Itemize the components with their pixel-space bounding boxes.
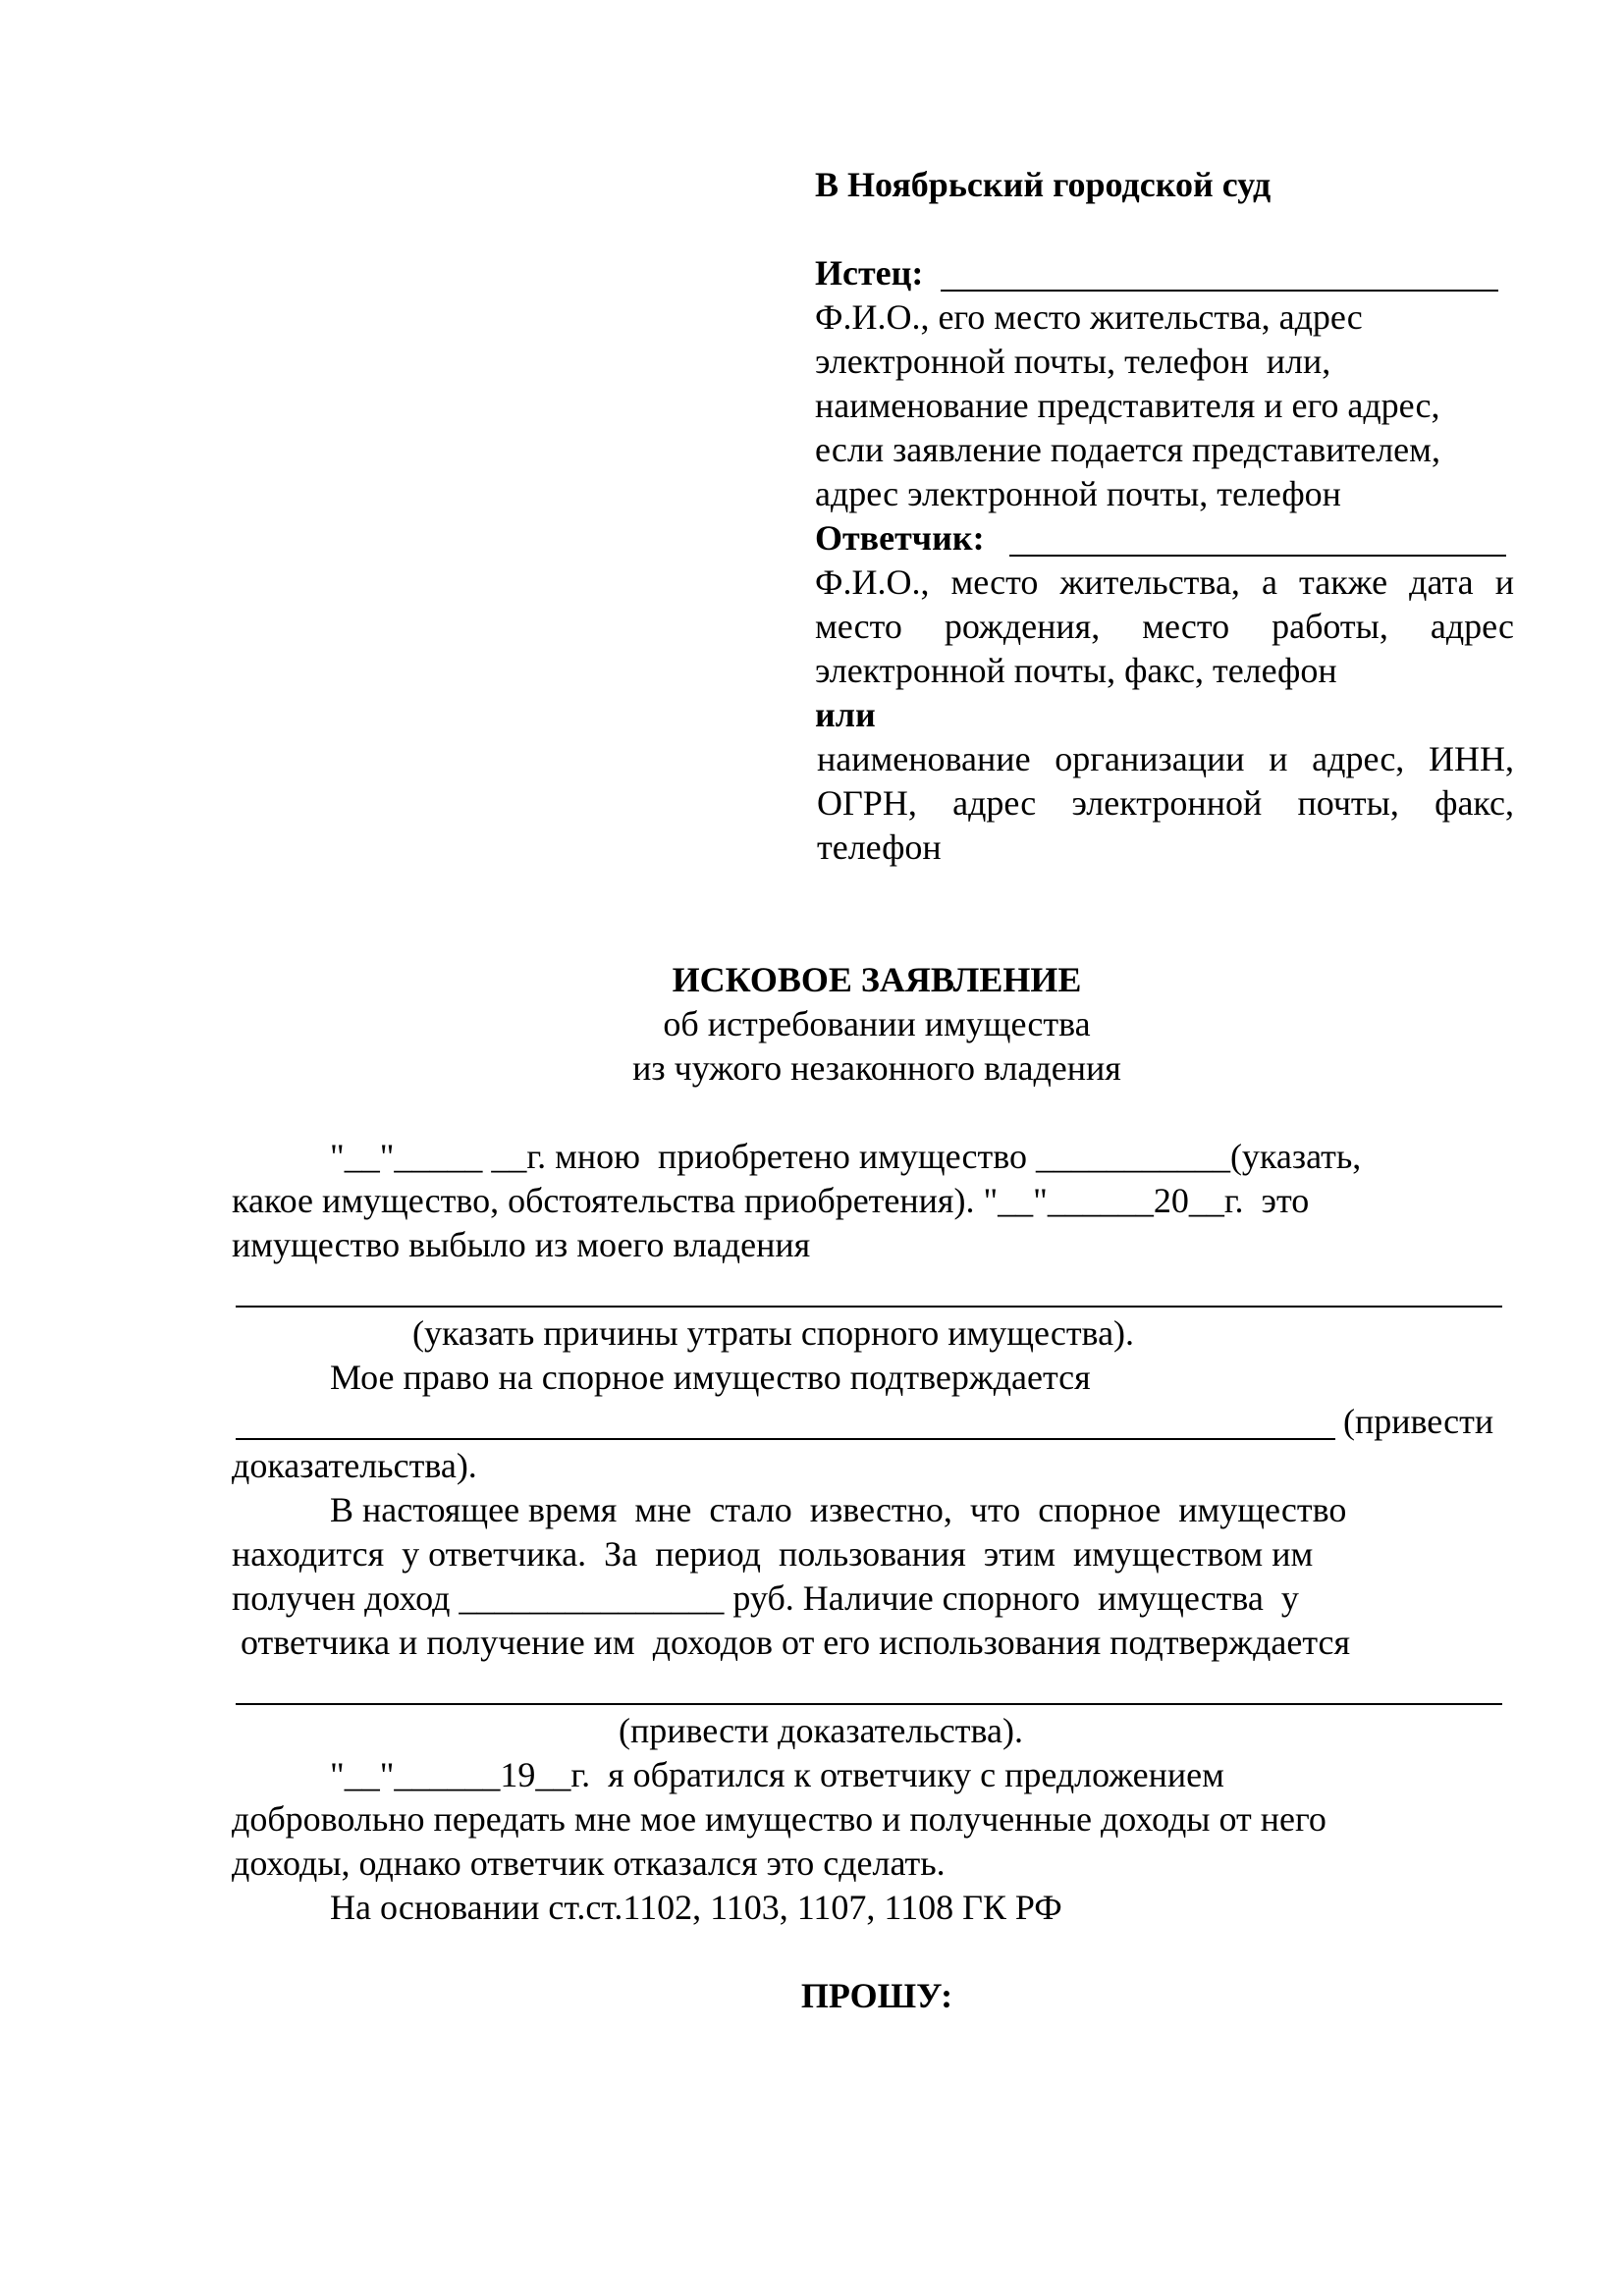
- paragraph-line: добровольно передать мне мое имущество и полученные доходы от него: [232, 1799, 1326, 1839]
- blank-line: [236, 1306, 1502, 1308]
- paragraph-line: На основании ст.ст.1102, 1103, 1107, 1108 ГК РФ: [330, 1888, 1062, 1927]
- paragraph-line: находится у ответчика. За период пользования этим имуществом им: [232, 1534, 1314, 1574]
- paragraph-line: В настоящее время мне стало известно, что спорное имущество: [330, 1490, 1347, 1529]
- paragraph-line: какое имущество, обстоятельства приобретения). "__"______20__г. это: [232, 1181, 1310, 1220]
- document-subtitle: из чужого незаконного владения: [632, 1048, 1121, 1088]
- defendant-info-line: Ф.И.О., место жительства, а также дата и: [815, 562, 1514, 602]
- paragraph-line: "__"______19__г. я обратился к ответчику с предложением: [330, 1755, 1224, 1794]
- defendant-label: Ответчик:: [815, 518, 985, 558]
- plaintiff-label: Истец:: [815, 253, 924, 293]
- paragraph-line: "__"_____ __г. мною приобретено имущество ___________(указать,: [330, 1137, 1362, 1176]
- paragraph-line: получен доход _______________ руб. Наличие спорного имущества у: [232, 1578, 1299, 1618]
- organization-info-line: ОГРН, адрес электронной почты, факс,: [817, 783, 1514, 823]
- paragraph-note: (привести доказательства).: [619, 1711, 1023, 1750]
- plaintiff-blank-line: [941, 290, 1498, 292]
- defendant-info-line: место рождения, место работы, адрес: [815, 607, 1514, 646]
- paragraph-line: (привести: [1343, 1402, 1494, 1441]
- plaintiff-info-line: электронной почты, телефон или,: [815, 342, 1331, 381]
- plaintiff-info-line: адрес электронной почты, телефон: [815, 474, 1341, 513]
- paragraph-line: Мое право на спорное имущество подтверждается: [330, 1358, 1091, 1397]
- plaintiff-info-line: если заявление подается представителем,: [815, 430, 1440, 469]
- blank-line: [236, 1438, 1335, 1440]
- document-title: ИСКОВОЕ ЗАЯВЛЕНИЕ: [672, 960, 1082, 999]
- paragraph-line: доказательства).: [232, 1446, 477, 1485]
- court-name: В Ноябрьский городской суд: [815, 165, 1272, 204]
- paragraph-line: доходы, однако ответчик отказался это сделать.: [232, 1843, 946, 1883]
- paragraph-line: имущество выбыло из моего владения: [232, 1225, 811, 1264]
- paragraph-line: ответчика и получение им доходов от его использования подтверждается: [232, 1623, 1351, 1662]
- blank-line: [236, 1703, 1502, 1705]
- defendant-info-line: электронной почты, факс, телефон: [815, 651, 1337, 690]
- defendant-blank-line: [1009, 555, 1506, 557]
- organization-info-line: наименование организации и адрес, ИНН,: [817, 739, 1514, 778]
- request-heading: ПРОШУ:: [800, 1976, 953, 2015]
- paragraph-note: (указать причины утраты спорного имущества).: [412, 1313, 1135, 1353]
- document-subtitle: об истребовании имущества: [663, 1004, 1091, 1043]
- plaintiff-info-line: наименование представителя и его адрес,: [815, 386, 1440, 425]
- plaintiff-info-line: Ф.И.О., его место жительства, адрес: [815, 297, 1363, 337]
- or-label: или: [815, 695, 876, 734]
- organization-info-line: телефон: [817, 828, 942, 867]
